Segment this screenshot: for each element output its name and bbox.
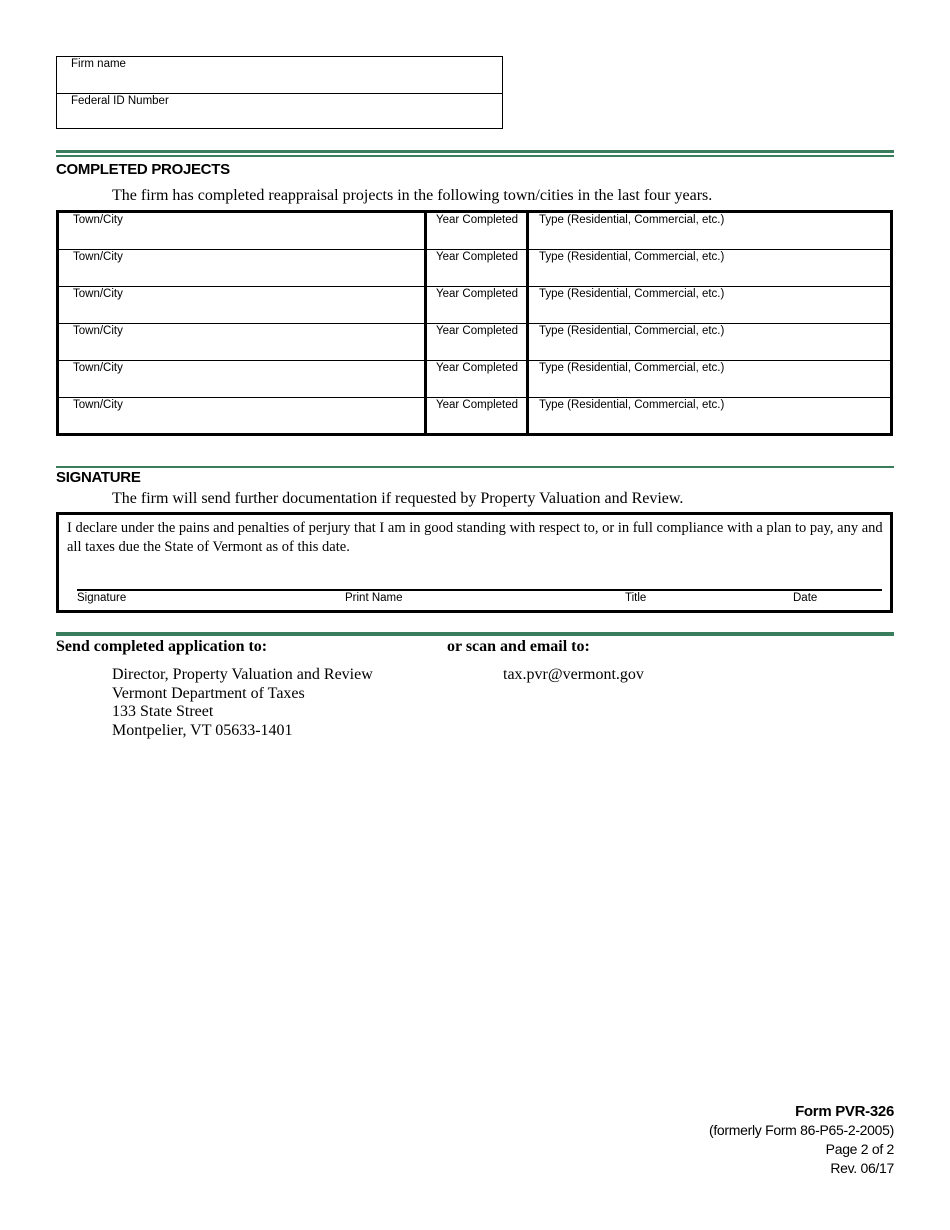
page-number: Page 2 of 2 xyxy=(825,1141,894,1157)
mail-heading: Send completed application to: xyxy=(56,638,268,655)
form-footer xyxy=(709,1102,894,1178)
completed-projects-intro: The firm has completed reappraisal projects in the following town/cities in the last four years. xyxy=(112,187,713,204)
address-line: Vermont Department of Taxes xyxy=(112,684,305,702)
form-id: Form PVR-326 xyxy=(795,1103,894,1120)
project-type-field[interactable]: Type (Residential, Commercial, etc.) xyxy=(539,288,725,300)
title-label: Title xyxy=(625,592,647,604)
year-completed-field[interactable]: Year Completed xyxy=(436,214,519,226)
date-label: Date xyxy=(793,592,818,604)
project-type-field[interactable]: Type (Residential, Commercial, etc.) xyxy=(539,325,725,337)
town-city-field[interactable]: Town/City xyxy=(73,399,123,411)
address-line: 133 State Street xyxy=(112,703,214,720)
section-divider xyxy=(56,632,894,636)
signature-line[interactable] xyxy=(77,589,882,591)
year-completed-field[interactable]: Year Completed xyxy=(436,325,519,337)
mailing-address xyxy=(112,666,373,740)
table-row xyxy=(59,250,890,287)
print-name-label: Print Name xyxy=(345,592,403,604)
project-type-field[interactable]: Type (Residential, Commercial, etc.) xyxy=(539,214,725,226)
revision: Rev. 06/17 xyxy=(830,1160,894,1176)
table-row xyxy=(59,213,890,250)
email-address[interactable]: tax.pvr@vermont.gov xyxy=(503,666,644,683)
completed-projects-table xyxy=(56,210,893,436)
town-city-field[interactable]: Town/City xyxy=(73,214,123,226)
section-divider xyxy=(56,466,894,468)
town-city-field[interactable]: Town/City xyxy=(73,251,123,263)
project-type-field[interactable]: Type (Residential, Commercial, etc.) xyxy=(539,251,725,263)
table-row xyxy=(59,398,890,435)
signature-box xyxy=(56,512,893,613)
town-city-field[interactable]: Town/City xyxy=(73,325,123,337)
year-completed-field[interactable]: Year Completed xyxy=(436,362,519,374)
year-completed-field[interactable]: Year Completed xyxy=(436,251,519,263)
signature-label: Signature xyxy=(77,592,127,604)
section-divider xyxy=(56,150,894,157)
table-row xyxy=(59,361,890,398)
firm-name-field[interactable] xyxy=(57,57,502,94)
signature-intro: The firm will send further documentation if requested by Property Valuation and Review. xyxy=(112,490,684,507)
federal-id-label: Federal ID Number xyxy=(71,95,169,107)
year-completed-field[interactable]: Year Completed xyxy=(436,288,519,300)
town-city-field[interactable]: Town/City xyxy=(73,288,123,300)
table-row xyxy=(59,287,890,324)
project-type-field[interactable]: Type (Residential, Commercial, etc.) xyxy=(539,362,725,374)
firm-info-box xyxy=(56,56,503,129)
completed-projects-heading: COMPLETED PROJECTS xyxy=(56,161,230,178)
address-line: Director, Property Valuation and Review xyxy=(112,666,373,683)
perjury-declaration: I declare under the pains and penalties of perjury that I am in good standing with respect to, or in full compliance with a plan to pay, any and all taxes due the State of Vermont as of this date. xyxy=(67,520,883,555)
signature-heading: SIGNATURE xyxy=(56,469,141,486)
address-line: Montpelier, VT 05633-1401 xyxy=(112,721,293,739)
project-type-field[interactable]: Type (Residential, Commercial, etc.) xyxy=(539,399,725,411)
email-heading: or scan and email to: xyxy=(447,638,590,655)
year-completed-field[interactable]: Year Completed xyxy=(436,399,519,411)
table-row xyxy=(59,324,890,361)
town-city-field[interactable]: Town/City xyxy=(73,362,123,374)
formerly-form: (formerly Form 86-P65-2-2005) xyxy=(708,1122,894,1138)
federal-id-field[interactable] xyxy=(57,94,502,129)
firm-name-label: Firm name xyxy=(71,58,126,70)
